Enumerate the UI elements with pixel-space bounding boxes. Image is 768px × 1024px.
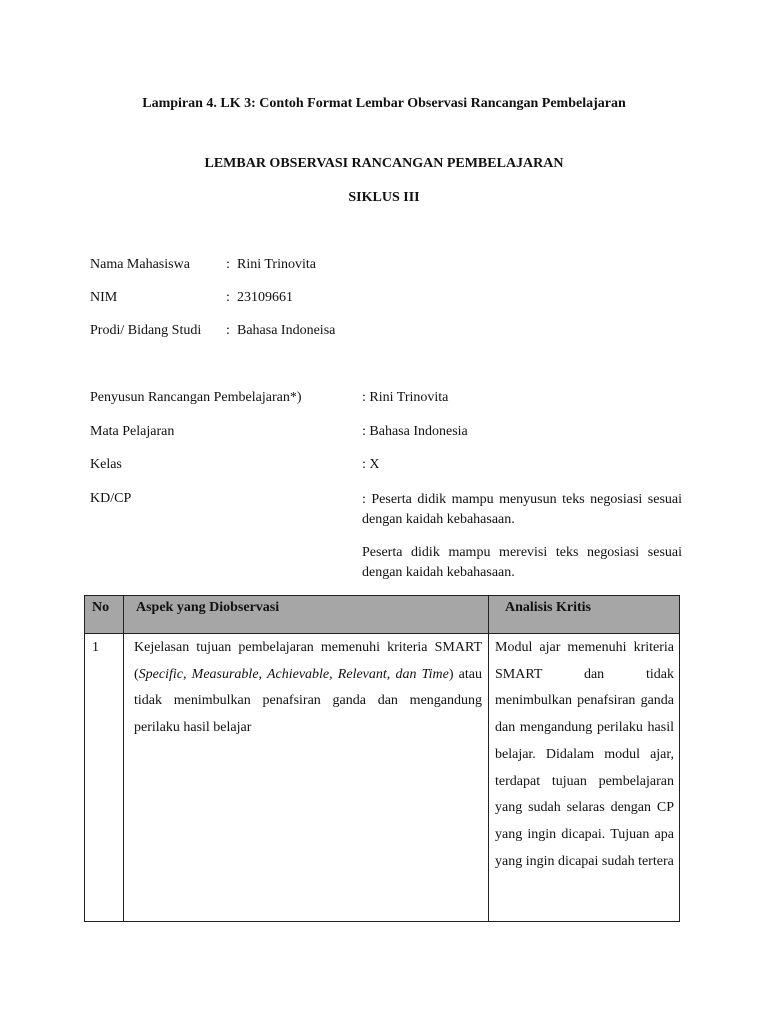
nim-label: NIM	[90, 290, 118, 305]
nim-value: 23109661	[237, 290, 293, 305]
prodi-colon: :	[226, 323, 230, 338]
header-no	[85, 596, 124, 634]
prodi-value: Bahasa Indoneisa	[237, 323, 336, 338]
row-number-text: 1	[92, 640, 99, 655]
name-label: Nama Mahasiswa	[90, 257, 190, 272]
author-value: : Rini Trinovita	[362, 390, 449, 405]
name-value: Rini Trinovita	[237, 257, 316, 272]
name-colon: :	[226, 257, 230, 272]
header-no-label: No	[92, 600, 110, 615]
aspect-text	[134, 634, 482, 742]
class-label: Kelas	[90, 457, 122, 472]
kd-value-1: : Peserta didik mampu menyusun teks negosiasi sesuai dengan kaidah kebahasaan.	[362, 492, 682, 527]
header-aspect-label: Aspek yang Diobservasi	[136, 600, 280, 615]
aspect-text-italic: Specific, Measurable, Achievable, Relevant, dan Time	[138, 666, 449, 682]
subject-label: Mata Pelajaran	[90, 424, 175, 439]
nim-colon: :	[226, 290, 230, 305]
author-label: Penyusun Rancangan Pembelajaran*)	[90, 390, 302, 405]
aspect-cell	[124, 634, 489, 922]
row-number	[85, 634, 124, 922]
header-analysis	[489, 596, 680, 634]
page-title: LEMBAR OBSERVASI RANCANGAN PEMBELAJARAN	[204, 156, 564, 171]
table-header-row	[85, 596, 680, 634]
analysis-cell	[489, 634, 680, 922]
aspect-text-pre: Kejelasan tujuan pembelajaran memenuhi kriteria SMART (	[134, 640, 482, 682]
observation-table	[84, 595, 680, 922]
kd-value-2: Peserta didik mampu merevisi teks negosiasi sesuai dengan kaidah kebahasaan.	[362, 545, 682, 580]
prodi-label: Prodi/ Bidang Studi	[90, 323, 202, 338]
kd-label: KD/CP	[90, 491, 132, 506]
table-row	[85, 634, 680, 922]
subject-value: : Bahasa Indonesia	[362, 424, 468, 439]
analysis-text: Modul ajar memenuhi kriteria SMART dan tidak menimbulkan penafsiran ganda dan mengandung perilaku hasil belajar. Didalam modul ajar, terdapat tujuan pembelajaran yang sudah selaras dengan CP yang ingin dicapai. Tujuan apa yang ingin dicapai sudah tertera	[495, 640, 674, 869]
class-value: : X	[362, 457, 380, 472]
header-analysis-label: Analisis Kritis	[505, 600, 591, 615]
cycle-title: SIKLUS III	[348, 190, 420, 205]
appendix-title: Lampiran 4. LK 3: Contoh Format Lembar Observasi Rancangan Pembelajaran	[142, 96, 626, 111]
header-aspect	[124, 596, 489, 634]
aspect-text-post: ) atau tidak menimbulkan penafsiran ganda dan mengandung perilaku hasil belajar	[134, 666, 482, 736]
